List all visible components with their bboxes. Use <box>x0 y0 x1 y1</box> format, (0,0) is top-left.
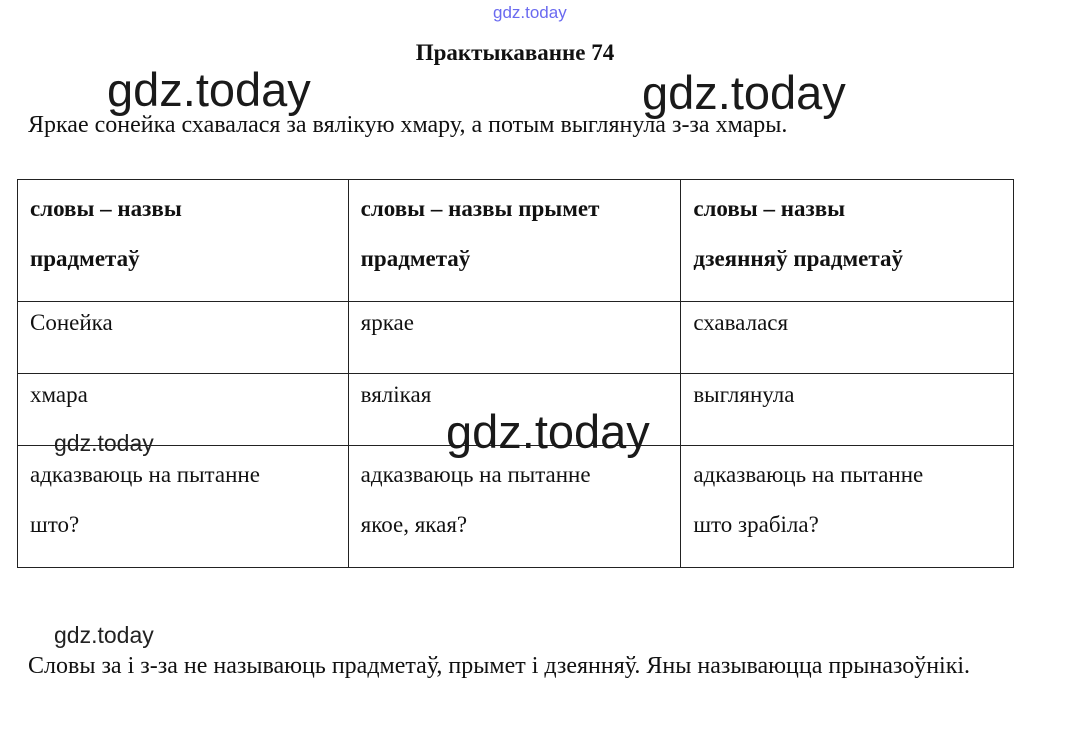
watermark-top: gdz.today <box>493 3 567 22</box>
header-verbs: словы – назвы дзеянняў прадметаў <box>681 180 1014 302</box>
table-cell: схавалася <box>681 302 1014 374</box>
watermark-center: gdz.today <box>446 405 650 458</box>
table-header-row <box>18 180 1014 302</box>
questions-row <box>18 446 1014 568</box>
footer-note: Словы за і з-за не называюць прадметаў, прымет і дзеянняў. Яны называюцца прыназоўнікі. <box>28 653 971 679</box>
header-nouns: словы – назвы прадметаў <box>18 180 349 302</box>
header-adjectives: словы – назвы прымет прадметаў <box>348 180 681 302</box>
table-cell: вялікая <box>348 374 681 446</box>
parts-of-speech-table <box>17 179 1014 568</box>
table-cell: яркае <box>348 302 681 374</box>
table-cell: выглянула <box>681 374 1014 446</box>
watermark-table: gdz.today <box>54 430 154 456</box>
table-cell: Сонейка <box>18 302 349 374</box>
watermark-footer: gdz.today <box>54 622 154 648</box>
question-cell-adjectives: адказваюць на пытанне якое, якая? <box>348 446 681 568</box>
exercise-title: Практыкаванне 74 <box>415 40 615 65</box>
question-cell-nouns: адказваюць на пытанне што? <box>18 446 349 568</box>
table-cell: хмара <box>18 374 349 446</box>
table-row <box>18 302 1014 374</box>
example-sentence: Яркае сонейка схавалася за вялікую хмару, а потым выглянула з-за хмары. <box>28 112 788 138</box>
watermark-right: gdz.today <box>642 66 846 119</box>
question-cell-verbs: адказваюць на пытанне што зрабіла? <box>681 446 1014 568</box>
watermark-left: gdz.today <box>107 63 311 116</box>
